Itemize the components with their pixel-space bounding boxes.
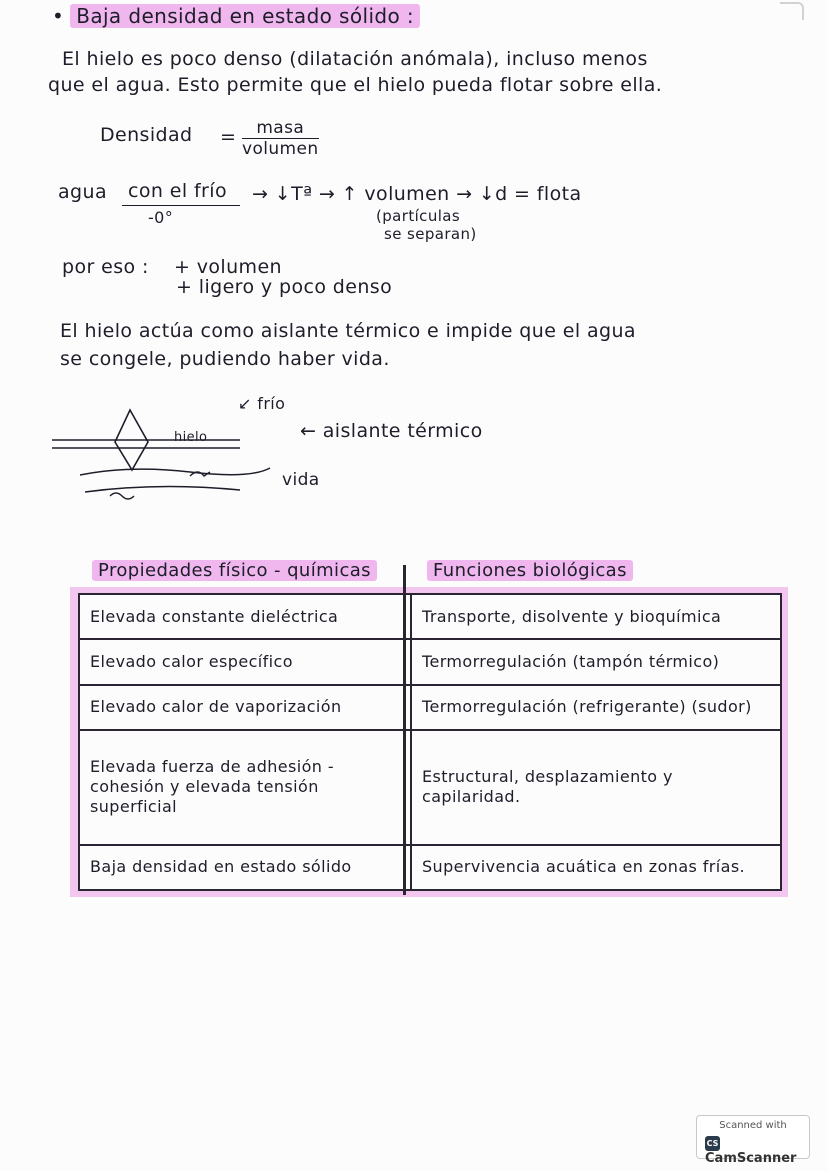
watermark-brand <box>705 1136 809 1166</box>
table-row <box>79 639 781 684</box>
property-cell: Elevado calor específico <box>79 639 411 684</box>
page-corner-mark <box>780 2 804 20</box>
bullet-icon: • <box>52 4 65 28</box>
table-row <box>79 685 781 730</box>
table-header-properties: Propiedades físico - químicas <box>92 560 377 581</box>
table-header-functions: Funciones biológicas <box>427 560 633 581</box>
camscanner-logo-icon: CS <box>705 1136 720 1151</box>
poreso-item2: + ligero y poco denso <box>176 276 393 298</box>
paragraph2-line2: se congele, pudiendo haber vida. <box>60 348 390 370</box>
process-agua: agua <box>58 181 107 203</box>
function-cell: Estructural, desplazamiento y capilaridad. <box>411 730 781 845</box>
poreso-label: por eso : <box>62 256 149 278</box>
watermark-line1: Scanned with <box>719 1120 787 1131</box>
poreso-item1: + volumen <box>174 256 282 278</box>
table-row <box>79 845 781 890</box>
property-cell: Elevada fuerza de adhesión -cohesión y elevada tensión superficial <box>79 730 411 845</box>
properties-table <box>78 593 782 891</box>
drawing-aislante-label: ← aislante térmico <box>300 420 483 442</box>
process-note-line1: (partículas <box>376 207 461 225</box>
table-row <box>79 594 781 639</box>
process-note-line2: se separan) <box>384 225 477 243</box>
drawing-hielo-label: hielo <box>174 430 208 445</box>
formula-fraction <box>242 118 319 159</box>
drawing-vida-label: vida <box>282 470 320 490</box>
formula-denominator: volumen <box>242 139 319 159</box>
process-condition: con el frío <box>128 180 227 202</box>
function-cell: Termorregulación (tampón térmico) <box>411 639 781 684</box>
drawing-frio-label: ↙ frío <box>238 394 286 413</box>
property-cell: Elevada constante dieléctrica <box>79 594 411 639</box>
function-cell: Supervivencia acuática en zonas frías. <box>411 845 781 890</box>
process-temp: -0° <box>148 208 174 227</box>
table-row <box>79 730 781 845</box>
section-title-text: Baja densidad en estado sólido : <box>70 4 420 28</box>
table-column-divider <box>403 565 406 895</box>
watermark-line2: CamScanner <box>705 1151 797 1166</box>
property-cell: Elevado calor de vaporización <box>79 685 411 730</box>
camscanner-watermark <box>696 1115 810 1166</box>
function-cell: Transporte, disolvente y bioquímica <box>411 594 781 639</box>
section-title <box>52 4 420 28</box>
paragraph2-line1: El hielo actúa como aislante térmico e impide que el agua <box>60 320 636 342</box>
properties-table-frame <box>70 587 788 897</box>
property-cell: Baja densidad en estado sólido <box>79 845 411 890</box>
formula-equals: = <box>220 126 237 148</box>
formula-numerator: masa <box>242 118 319 139</box>
formula-label: Densidad <box>100 124 193 146</box>
paragraph1-line1: El hielo es poco denso (dilatación anómala), incluso menos <box>62 48 648 70</box>
process-divider <box>122 205 240 206</box>
process-chain: → ↓Tª → ↑ volumen → ↓d = flota <box>252 183 582 205</box>
ice-water-sketch <box>40 380 340 520</box>
function-cell: Termorregulación (refrigerante) (sudor) <box>411 685 781 730</box>
paragraph1-line2: que el agua. Esto permite que el hielo pueda flotar sobre ella. <box>48 74 663 96</box>
